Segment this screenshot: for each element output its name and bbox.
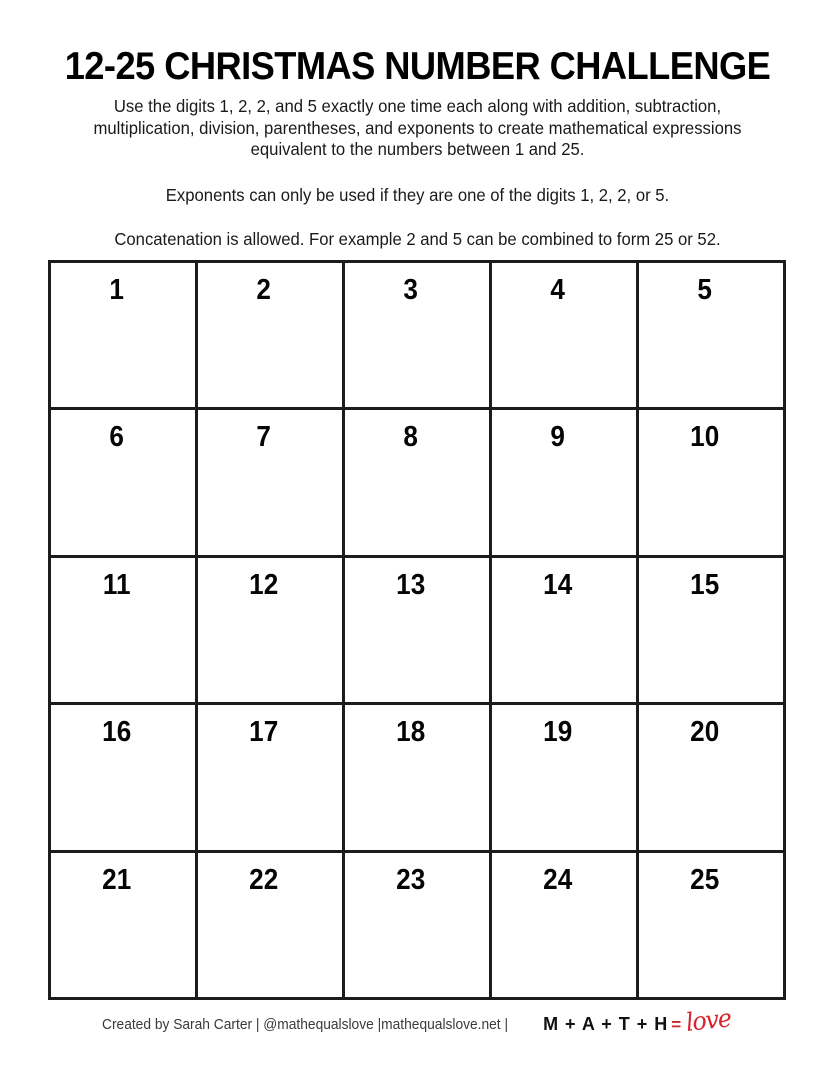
cell-number: 10	[690, 421, 720, 454]
grid-cell[interactable]	[492, 558, 639, 705]
grid-cell[interactable]	[639, 705, 786, 852]
cell-number: 19	[543, 716, 573, 749]
grid-cell[interactable]	[198, 853, 345, 1000]
grid-cell[interactable]	[345, 263, 492, 410]
instruction-paragraph-1: Use the digits 1, 2, 2, and 5 exactly one time each along with addition, subtraction, multiplication, division, parentheses, and exponents to create mathematical expressions equivalent to the numbers between 1 and 25.	[93, 96, 742, 159]
footer-credit-text: Created by Sarah Carter | @mathequalslove |mathequalslove.net |	[101, 1016, 512, 1033]
cell-number: 4	[550, 274, 565, 306]
grid-cell[interactable]	[198, 558, 345, 705]
cell-number: 13	[396, 568, 426, 601]
challenge-grid	[48, 260, 786, 1000]
cell-number: 22	[249, 863, 279, 896]
instruction-paragraph-3: Concatenation is allowed. For example 2 and 5 can be combined to form 25 or 52.	[114, 229, 721, 249]
page-title: 12-25 CHRISTMAS NUMBER CHALLENGE	[64, 45, 771, 88]
cell-number: 1	[109, 274, 124, 306]
grid-cell[interactable]	[51, 705, 198, 852]
cell-number: 14	[543, 568, 573, 601]
cell-number: 2	[256, 274, 271, 306]
grid-cell[interactable]	[51, 558, 198, 705]
grid-cell[interactable]	[51, 853, 198, 1000]
grid-cell[interactable]	[345, 410, 492, 557]
cell-number: 3	[403, 274, 418, 306]
grid-cell[interactable]	[639, 410, 786, 557]
grid-cell[interactable]	[345, 853, 492, 1000]
logo-love-script: love	[684, 1003, 733, 1037]
cell-number: 16	[102, 716, 132, 749]
grid-cell[interactable]	[492, 410, 639, 557]
cell-number: 25	[690, 863, 720, 896]
grid-cell[interactable]	[492, 263, 639, 410]
grid-cell[interactable]	[345, 558, 492, 705]
grid-cell[interactable]	[51, 263, 198, 410]
footer	[0, 1003, 835, 1037]
instruction-paragraph-2: Exponents can only be used if they are one of the digits 1, 2, 2, or 5.	[165, 184, 670, 205]
grid-cell[interactable]	[345, 705, 492, 852]
grid-cell[interactable]	[492, 705, 639, 852]
cell-number: 23	[396, 863, 426, 896]
cell-number: 24	[543, 863, 573, 896]
cell-number: 15	[690, 568, 720, 601]
grid-cell[interactable]	[639, 558, 786, 705]
grid-cell[interactable]	[198, 410, 345, 557]
cell-number: 6	[109, 421, 124, 454]
grid-cell[interactable]	[639, 263, 786, 410]
cell-number: 21	[102, 863, 132, 896]
logo-equals-sign: =	[671, 1014, 682, 1034]
grid-cell[interactable]	[639, 853, 786, 1000]
cell-number: 9	[550, 421, 565, 454]
grid-cell[interactable]	[198, 263, 345, 410]
grid-cell[interactable]	[198, 705, 345, 852]
logo-letters: M + A + T + H	[543, 1014, 669, 1034]
grid-cell[interactable]	[51, 410, 198, 557]
cell-number: 11	[102, 568, 131, 601]
cell-number: 7	[256, 421, 271, 454]
cell-number: 8	[403, 421, 418, 454]
cell-number: 12	[249, 568, 279, 601]
grid-cell[interactable]	[492, 853, 639, 1000]
cell-number: 17	[249, 716, 279, 749]
cell-number: 18	[396, 716, 426, 749]
cell-number: 5	[697, 274, 712, 306]
cell-number: 20	[690, 716, 720, 749]
instructions-block	[50, 96, 785, 251]
mathequalslove-logo	[543, 1003, 733, 1037]
